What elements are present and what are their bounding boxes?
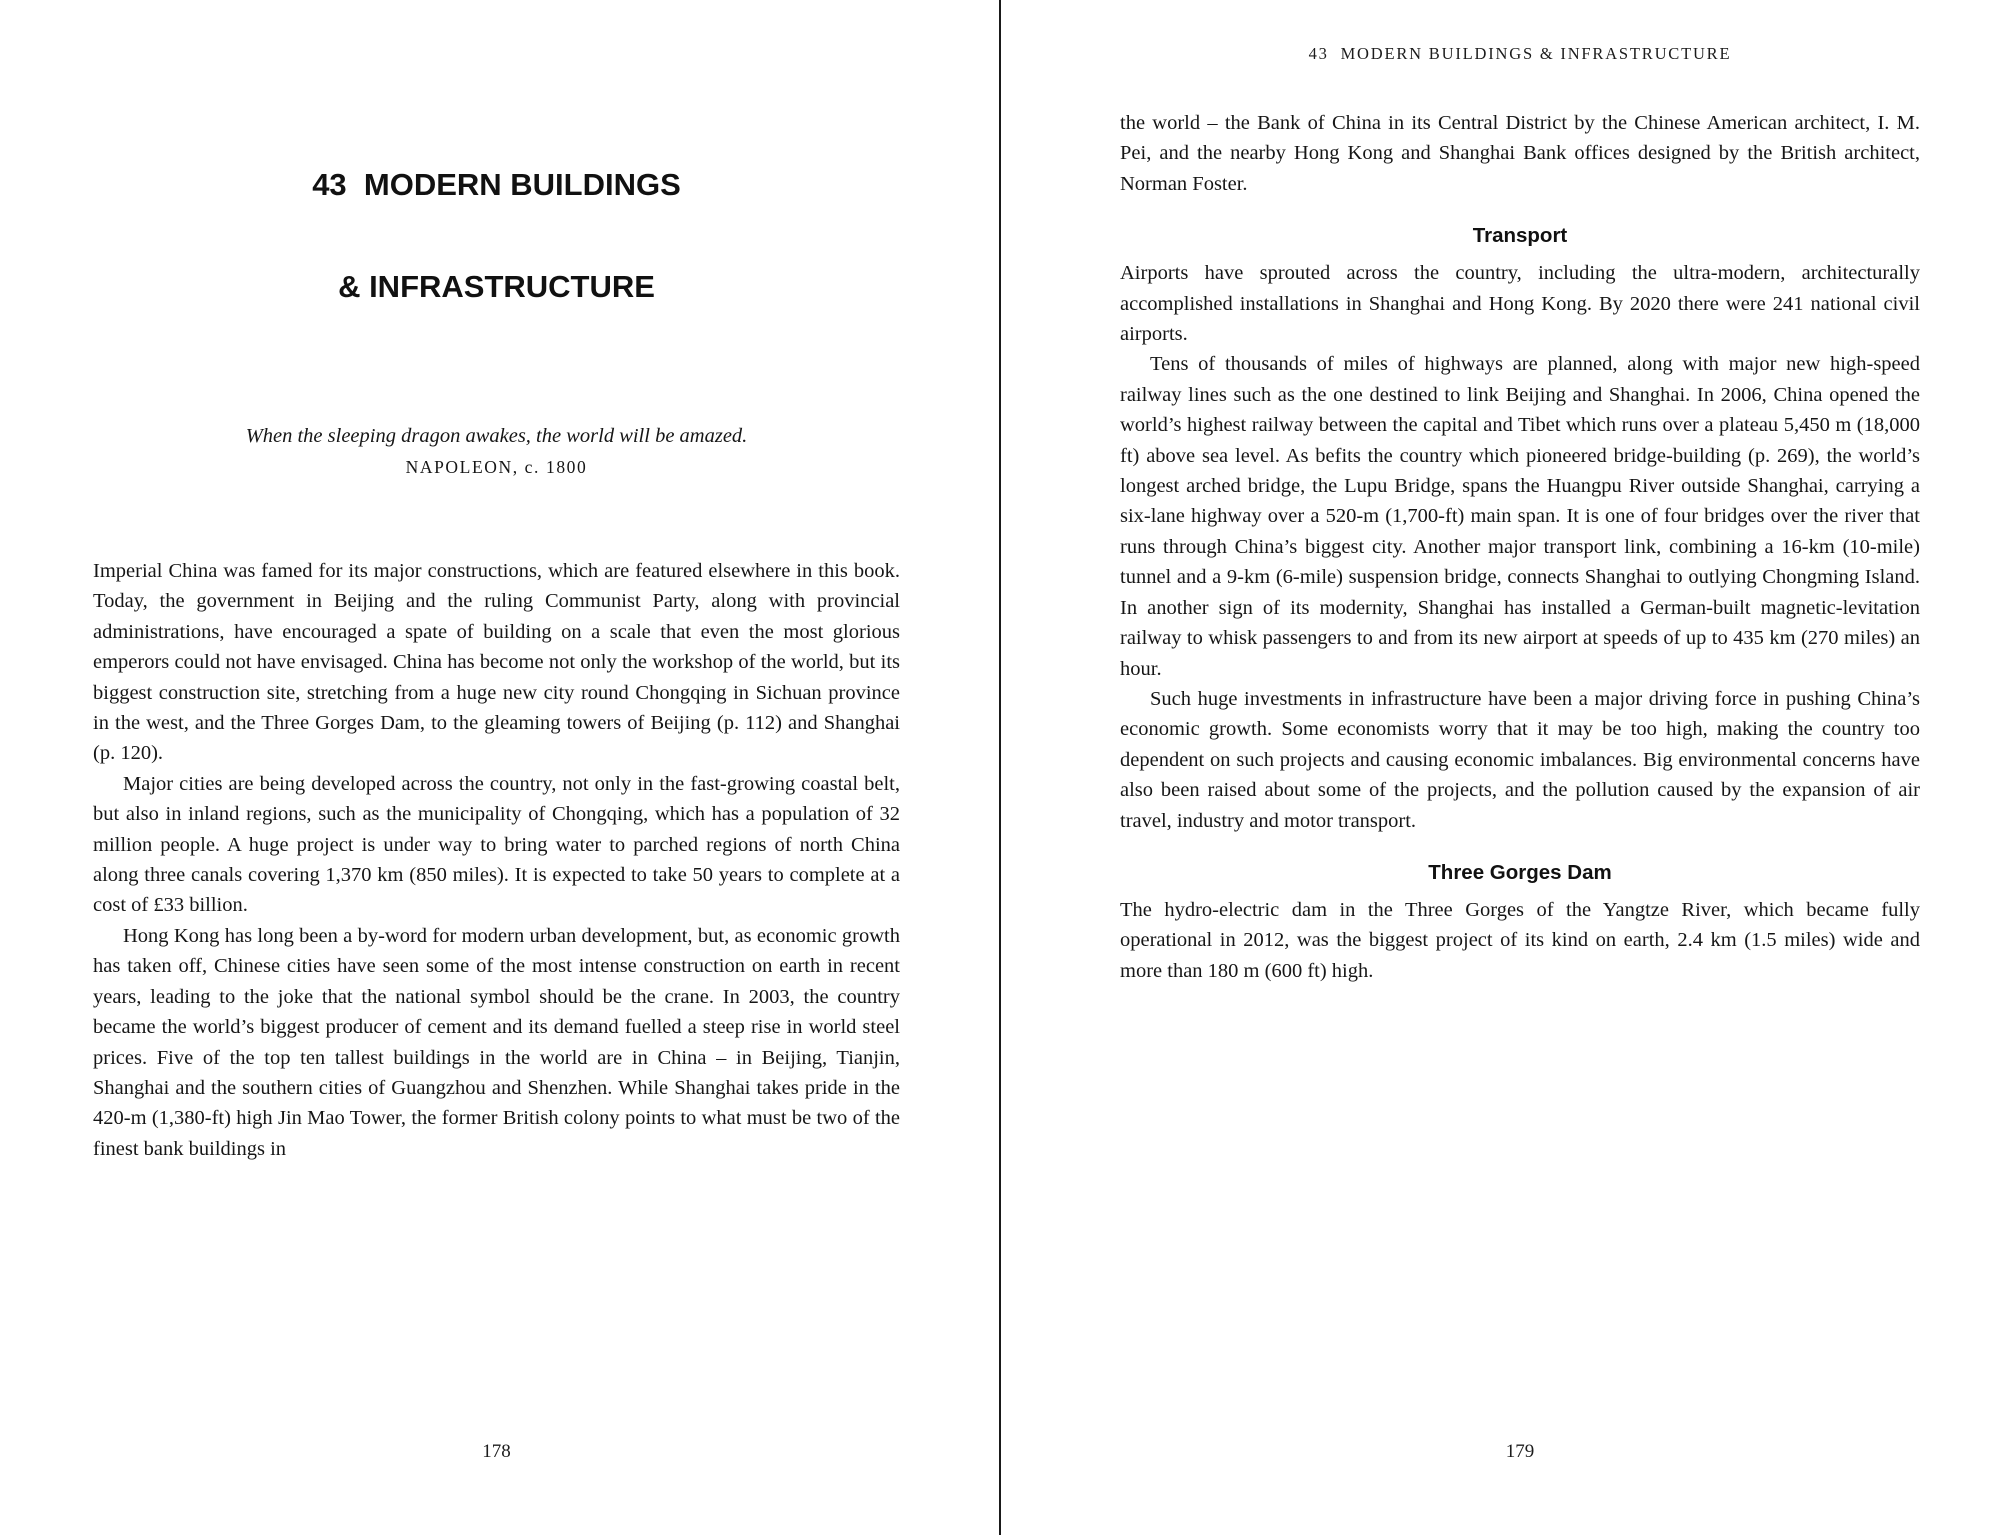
paragraph: Airports have sprouted across the country, including the ultra-modern, architecturally accomplished installations in Shanghai and Hong Kong. By 2020 there were 241 national civil airports. bbox=[1120, 262, 1920, 346]
chapter-title-line1: 43 MODERN BUILDINGS bbox=[312, 167, 681, 202]
body-text-right bbox=[1120, 108, 1920, 986]
page-number-left: 178 bbox=[482, 1441, 511, 1462]
epigraph-attribution: NAPOLEON, c. 1800 bbox=[405, 457, 588, 477]
paragraph: the world – the Bank of China in its Central District by the Chinese American architect, I. M. Pei, and the nearby Hong Kong and Shanghai Bank offices designed by the British architect, Norman Foster. bbox=[1120, 112, 1920, 195]
epigraph-text: When the sleeping dragon awakes, the world will be amazed. bbox=[245, 425, 748, 447]
body-text-left bbox=[93, 556, 900, 1164]
page-number-right: 179 bbox=[1505, 1441, 1535, 1462]
page-179 bbox=[1000, 0, 2000, 1535]
chapter-title bbox=[93, 100, 900, 372]
paragraph: Tens of thousands of miles of highways are planned, along with major new high-speed railway lines such as the one destined to link Beijing and Shanghai. In 2006, China opened the world’s highest railway between the capital and Tibet which runs over a plateau 5,450 m (18,000 ft) above sea level. As befits the country which pioneered bridge-building (p. 269), the world’s longest arched bridge, the Lupu Bridge, spans the Huangpu River outside Shanghai, carrying a six-lane highway over a 520-m (1,700-ft) main span. It is one of four bridges over the river that runs through China’s biggest city. Another major transport link, combining a 16-km (10-mile) tunnel and a 9-km (6-mile) suspension bridge, connects Shanghai to outlying Chongming Island. In another sign of its modernity, Shanghai has installed a German-built magnetic-levitation railway to whisk passengers to and from its new airport at speeds of up to 435 km (270 miles) an hour. bbox=[1120, 353, 1920, 680]
paragraph: Such huge investments in infrastructure have been a major driving force in pushing China’s economic growth. Some economists worry that it may be too high, making the country too dependent on such projects and causing economic imbalances. Big environmental concerns have also been raised about some of the projects, and the pollution caused by the expansion of air travel, industry and motor transport. bbox=[1120, 687, 1920, 832]
paragraph: The hydro-electric dam in the Three Gorges of the Yangtze River, which became fully operational in 2012, was the biggest project of its kind on earth, 2.4 km (1.5 miles) wide and more than 180 m (600 ft) high. bbox=[1120, 898, 1920, 982]
chapter-title-line2: & INFRASTRUCTURE bbox=[338, 269, 655, 304]
running-header: 43 MODERN BUILDINGS & INFRASTRUCTURE bbox=[1308, 44, 1732, 63]
paragraph: Hong Kong has long been a by-word for modern urban development, but, as economic growth has taken off, Chinese cities have seen some of the most intense construction on earth in recent years, leading to the joke that the national symbol should be the crane. In 2003, the country became the world’s biggest producer of cement and its demand fuelled a steep rise in world steel prices. Five of the top ten tallest buildings in the world are in China – in Beijing, Tianjin, Shanghai and the southern cities of Guangzhou and Shenzhen. While Shanghai takes pride in the 420-m (1,380-ft) high Jin Mao Tower, the former British colony points to what must be two of the finest bank buildings in bbox=[93, 924, 900, 1160]
epigraph bbox=[93, 422, 900, 480]
section-heading-transport: Transport bbox=[1472, 224, 1568, 248]
paragraph: Major cities are being developed across the country, not only in the fast-growing coastal belt, but also in inland regions, such as the municipality of Chongqing, which has a population of 32 million people. A huge project is under way to bring water to parched regions of north China along three canals covering 1,370 km (850 miles). It is expected to take 50 years to complete at a cost of £33 billion. bbox=[93, 772, 900, 917]
paragraph: Imperial China was famed for its major constructions, which are featured elsewhere in this book. Today, the government in Beijing and the ruling Communist Party, along with provincial administrations, have encouraged a spate of building on a scale that even the most glorious emperors could not have envisaged. China has become not only the workshop of the world, but its biggest construction site, stretching from a huge new city round Chongqing in Sichuan province in the west, and the Three Gorges Dam, to the gleaming towers of Beijing (p. 112) and Shanghai (p. 120). bbox=[93, 560, 900, 765]
section-heading-three-gorges-dam: Three Gorges Dam bbox=[1428, 860, 1612, 884]
